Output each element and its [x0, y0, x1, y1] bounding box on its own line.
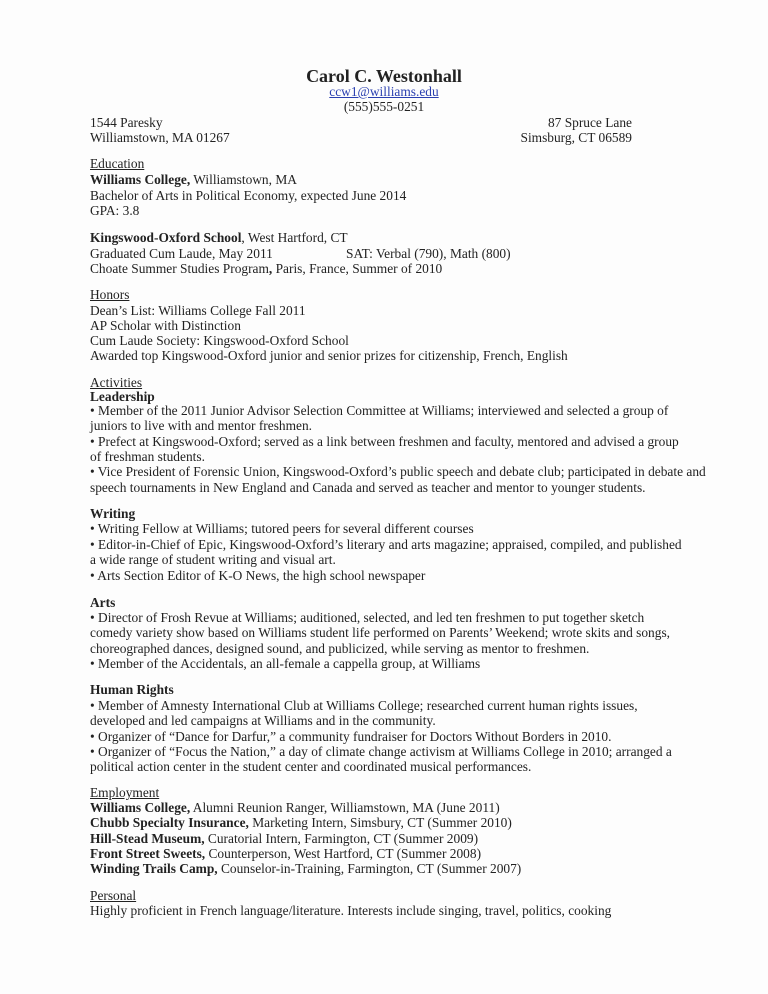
employment-item	[90, 800, 500, 816]
activity-line: developed and led campaigns at Williams and in the community.	[90, 713, 436, 728]
choate-details: Paris, France, Summer of 2010	[272, 261, 443, 276]
choate-comma: ,	[268, 261, 273, 276]
leadership-heading: Leadership	[90, 389, 155, 404]
graduated: Graduated Cum Laude, May 2011	[90, 246, 273, 261]
name-heading: Carol C. Westonhall	[306, 66, 462, 86]
job-details: Curatorial Intern, Farmington, CT (Summer 2009)	[204, 831, 479, 846]
college-name: Williams College,	[90, 172, 191, 187]
employment-item	[90, 815, 512, 831]
activity-line: speech tournaments in New England and Canada and served as teacher and mentor to younger students.	[90, 480, 646, 495]
activity-line: comedy variety show based on Williams student life performed on Parents’ Weekend; wrote skits and songs,	[90, 625, 671, 640]
choate-line	[90, 261, 442, 277]
arts-heading: Arts	[90, 595, 116, 610]
activity-line: • Editor-in-Chief of Epic, Kingswood-Oxford’s literary and arts magazine; appraised, compiled, and published	[90, 537, 682, 552]
phone: (555)555-0251	[343, 99, 425, 114]
personal-text: Highly proficient in French language/literature. Interests include singing, travel, politics, cooking	[90, 903, 612, 918]
job-details: Alumni Reunion Ranger, Williamstown, MA (June 2011)	[190, 800, 500, 815]
activity-line: • Director of Frosh Revue at Williams; auditioned, selected, and led ten freshmen to put together sketch	[90, 610, 645, 625]
activity-line: • Member of the Accidentals, an all-female a cappella group, at Williams	[90, 656, 481, 671]
activity-line: a wide range of student writing and visual art.	[90, 552, 336, 567]
school-name: Kingswood-Oxford School	[90, 230, 242, 245]
activity-line: • Organizer of “Dance for Darfur,” a community fundraiser for Doctors Without Borders in 2010.	[90, 729, 612, 744]
activity-line: • Vice President of Forensic Union, Kingswood-Oxford’s public speech and debate club; participated in debate and	[90, 464, 706, 479]
education-heading: Education	[90, 156, 145, 171]
activity-line: • Organizer of “Focus the Nation,” a day of climate change activism at Williams College in 2010; arranged a	[90, 744, 672, 759]
employer: Front Street Sweets,	[90, 846, 206, 861]
employer: Winding Trails Camp,	[90, 861, 218, 876]
school-location: , West Hartford, CT	[241, 230, 348, 245]
honor-item: Cum Laude Society: Kingswood-Oxford School	[90, 333, 349, 348]
honor-item: Awarded top Kingswood-Oxford junior and senior prizes for citizenship, French, English	[90, 348, 568, 363]
employer: Williams College,	[90, 800, 191, 815]
employment-item	[90, 831, 478, 847]
activity-line: • Member of the 2011 Junior Advisor Selection Committee at Williams; interviewed and selected a group of	[90, 403, 669, 418]
human-rights-heading: Human Rights	[90, 682, 174, 697]
personal-heading: Personal	[90, 888, 137, 903]
employer: Chubb Specialty Insurance,	[90, 815, 249, 830]
job-details: Counselor-in-Training, Farmington, CT (Summer 2007)	[217, 861, 522, 876]
employment-item	[90, 846, 481, 862]
address-right-line: Simsburg, CT 06589	[520, 130, 632, 145]
activity-line: • Member of Amnesty International Club at Williams College; researched current human rights issues,	[90, 698, 638, 713]
job-details: Counterperson, West Hartford, CT (Summer 2008)	[205, 846, 482, 861]
writing-heading: Writing	[90, 506, 136, 521]
activity-line: • Arts Section Editor of K-O News, the high school newspaper	[90, 568, 426, 583]
activity-line: choreographed dances, designed sound, and publicized, while serving as mentor to freshmen.	[90, 641, 590, 656]
employment-item	[90, 861, 521, 877]
activity-line: juniors to live with and mentor freshmen.	[90, 418, 313, 433]
honors-heading: Honors	[90, 287, 130, 302]
employer: Hill-Stead Museum,	[90, 831, 205, 846]
activity-line: • Writing Fellow at Williams; tutored peers for several different courses	[90, 521, 474, 536]
address-left-line: 1544 Paresky	[90, 115, 163, 130]
choate-program: Choate Summer Studies Program	[90, 261, 269, 276]
address-right-line: 87 Spruce Lane	[547, 115, 632, 130]
activity-line: political action center in the student center and coordinated musical performances.	[90, 759, 532, 774]
activities-heading: Activities	[90, 375, 143, 390]
activity-line: • Prefect at Kingswood-Oxford; served as a link between freshmen and faculty, mentored and advised a group	[90, 434, 679, 449]
activity-line: of freshman students.	[90, 449, 205, 464]
college-line	[90, 172, 297, 188]
job-details: Marketing Intern, Simsbury, CT (Summer 2010)	[248, 815, 512, 830]
sat-scores: SAT: Verbal (790), Math (800)	[346, 246, 511, 261]
college-location: Williamstown, MA	[190, 172, 297, 187]
degree: Bachelor of Arts in Political Economy, expected June 2014	[90, 188, 407, 203]
gpa: GPA: 3.8	[90, 203, 140, 218]
honor-item: AP Scholar with Distinction	[90, 318, 241, 333]
school-line	[90, 230, 348, 246]
honor-item: Dean’s List: Williams College Fall 2011	[90, 303, 306, 318]
employment-heading: Employment	[90, 785, 160, 800]
address-left-line: Williamstown, MA 01267	[90, 130, 230, 145]
email-link[interactable]: ccw1@williams.edu	[329, 84, 439, 99]
